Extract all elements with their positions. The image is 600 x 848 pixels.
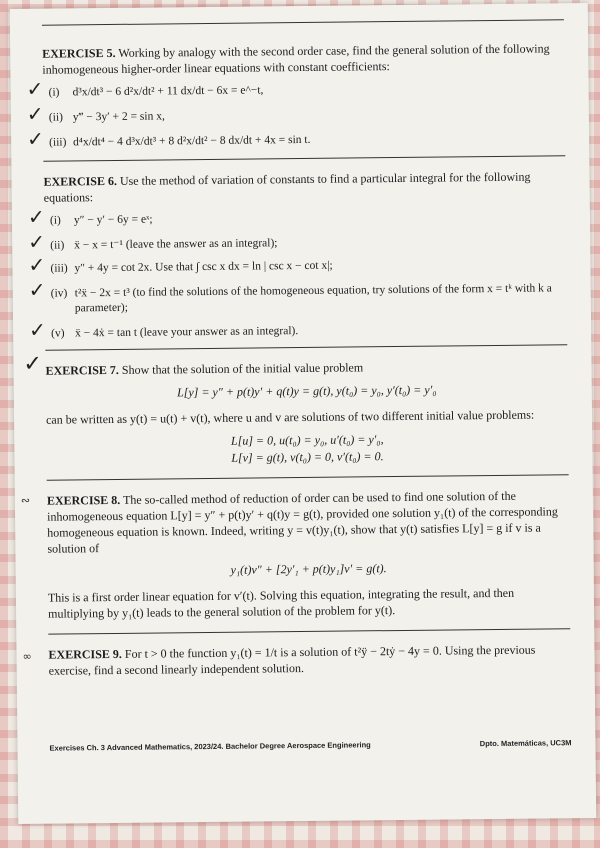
item-number: (iii) [49, 136, 67, 149]
exercise-6 [43, 168, 565, 205]
check-mark-icon: ✓ [23, 351, 43, 377]
exercise-9 [22, 641, 570, 678]
item-number: (ii) [50, 239, 65, 252]
sheet-content [20, 19, 571, 678]
check-mark-icon: ✓ [26, 101, 44, 126]
exercise-8-display: y₁(t)v″ + [2y′₁ + p(t)y₁]v′ = g(t). [230, 561, 387, 577]
rule-ex6 [45, 344, 567, 350]
check-mark-icon: ✓ [26, 76, 44, 101]
page-footer [49, 738, 571, 752]
item-number: (i) [48, 86, 60, 99]
item-equation: ẍ − x = t⁻¹ (leave the answer as an integral); [74, 237, 278, 252]
item-equation: y″ − y′ − 6y = eˣ; [73, 213, 153, 227]
top-rule [42, 19, 564, 25]
check-mark-icon: ✓ [27, 204, 45, 229]
check-mark-icon: ✓ [26, 126, 44, 151]
exercise-6-item-v [28, 317, 567, 342]
exercise-7-display-2b: L[v] = g(t), v(t₀) = 0, v′(t₀) = 0. [231, 449, 384, 465]
exercise-5 [42, 40, 564, 77]
item-number: (i) [49, 214, 61, 227]
item-number: (v) [51, 327, 65, 340]
footer-right: Dpto. Matemáticas, UC3M [479, 738, 572, 749]
exercise-7-text-2: can be written as y(t) = u(t) + v(t), where u and v are solutions of two different initial value problems: [45, 407, 535, 427]
exercise-6-item-iv [28, 277, 567, 316]
check-mark-icon: ✓ [28, 252, 46, 277]
exercise-6-text: Use the method of variation of constants to find a particular integral for the following equations: [43, 169, 531, 205]
exercise-8 [20, 487, 570, 556]
exercise-6-item-i [27, 204, 566, 229]
item-equation: ẍ − 4ẋ = tan t (leave your answer as an integral). [75, 325, 299, 340]
exercise-9-heading: EXERCISE 9. [48, 646, 122, 662]
paper-sheet [10, 3, 597, 824]
exercise-7-display-2a: L[u] = 0, u(t₀) = y₀, u′(t₀) = y′₀, [230, 432, 384, 448]
exercise-8-heading: EXERCISE 8. [46, 492, 121, 508]
item-number: (iv) [50, 287, 68, 300]
item-equation: d³x/dt³ − 6 d²x/dt² + 11 dx/dt − 6x = e^−t, [72, 84, 264, 99]
item-number: (ii) [48, 111, 64, 124]
exercise-6-item-ii [28, 229, 566, 254]
rule-ex5 [43, 155, 565, 161]
exercise-5-item-ii [26, 101, 565, 126]
exercise-9-text: For t > 0 the function y₁(t) = 1/t is a solution of t²ÿ − 2tẏ − 4y = 0. Using the previous exercise, find a second linearly independent solution. [48, 642, 536, 678]
margin-loop-icon: ∞ [22, 649, 32, 663]
exercise-7-display-1: L[y] = y″ + p(t)y′ + q(t)y = g(t), y(t₀) = y₀, y′(t₀) = y′₀ [176, 382, 437, 400]
item-equation: y‴ − 3y′ + 2 = sin x, [72, 110, 165, 124]
margin-squiggle-icon: ∾ [20, 493, 31, 507]
rule-ex7 [47, 474, 569, 480]
exercise-8-text-2: This is a first order linear equation for v′(t). Solving this equation, integrating the result, and then multiplying by y₁(t) leads to the general solution of the problem for y(t). [47, 585, 515, 621]
check-mark-icon: ✓ [28, 317, 46, 342]
check-mark-icon: ✓ [28, 277, 46, 302]
exercise-6-item-iii [28, 252, 566, 277]
exercise-6-heading: EXERCISE 6. [43, 173, 117, 189]
exercise-8-text: The so-called method of reduction of order can be used to find one solution of the inhomogeneous equation L[y] = y″ + p(t)y′ + q(t)y = g(t), provided one solution y₁(t) of the corresponding homogeneous equation is known. Indeed, writing y = v(t)y₁(t), show that y(t) satisfies L[y] = g if v is a solution of [46, 488, 558, 556]
check-mark-icon: ✓ [28, 229, 46, 254]
item-equation: d⁴x/dt⁴ − 4 d³x/dt³ + 8 d²x/dt² − 8 dx/dt + 4x = sin t. [73, 133, 311, 149]
exercise-7-text: Show that the solution of the initial value problem [121, 360, 364, 377]
item-equation: t²ẍ − 2x = t³ (to find the solutions of the homogeneous equation, try solutions of the form x = tᵏ with k a parameter); [74, 282, 552, 315]
exercise-7-heading: EXERCISE 7. [45, 362, 119, 378]
exercise-5-item-iii [26, 126, 565, 151]
exercise-5-text: Working by analogy with the second order case, find the general solution of the following inhomogeneous higher-order linear equations with constant coefficients: [42, 41, 550, 77]
exercise-5-item-i [26, 76, 565, 101]
footer-left: Exercises Ch. 3 Advanced Mathematics, 2023/24. Bachelor Degree Aerospace Engineering [49, 740, 371, 753]
exercise-7 [23, 351, 567, 378]
item-number: (iii) [50, 262, 68, 275]
exercise-5-heading: EXERCISE 5. [42, 45, 116, 61]
item-equation: y″ + 4y = cot 2x. Use that ∫ csc x dx = ln | csc x − cot x|; [74, 259, 333, 275]
rule-ex8 [48, 628, 570, 634]
